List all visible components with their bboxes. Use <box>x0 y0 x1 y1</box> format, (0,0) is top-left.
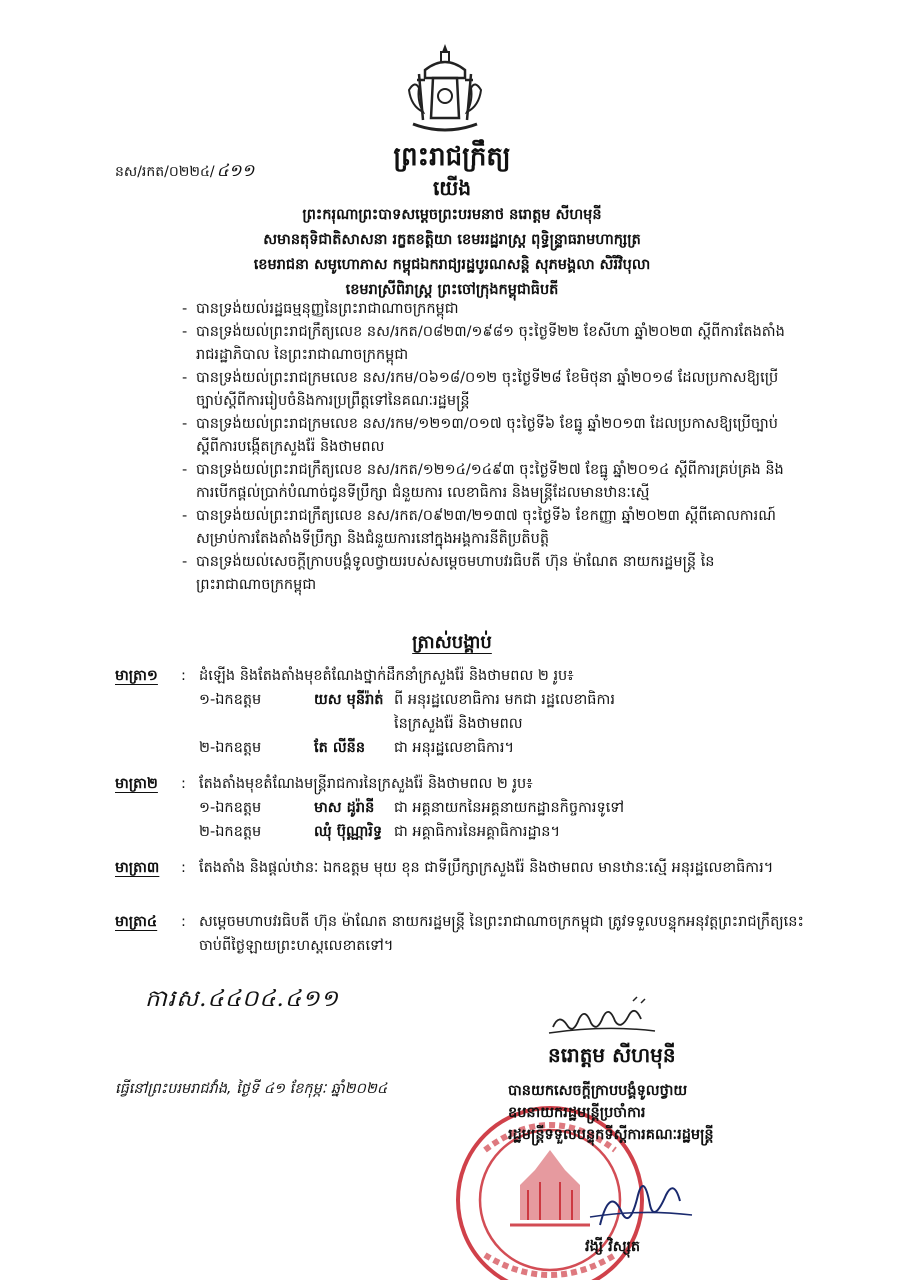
appointee-role: ពី អនុរដ្ឋលេខាធិការ មកជា រដ្ឋលេខាធិការ <box>394 692 615 708</box>
countersign-block <box>508 1080 798 1146</box>
preamble-item: - បានទ្រង់យល់ព្រះរាជក្រមលេខ នស/រកម/១២១៣/០១៧ ចុះថ្ងៃទី៦ ខែធ្នូ ឆ្នាំ២០១៣ ដែលប្រកាសឱ្យប្រើច្បាប់ស្តីពីការបង្កើតក្រសួងរ៉ែ និងថាមពល <box>178 413 788 459</box>
preamble-item: - បានទ្រង់យល់ព្រះរាជក្រមលេខ នស/រកម/០៦១៨/០១២ ចុះថ្ងៃទី២៨ ខែមិថុនា ឆ្នាំ២០១៨ ដែលប្រកាសឱ្យប្រើច្បាប់ស្តីពីការរៀបចំនិងការប្រព្រឹត្តទៅនៃគណៈរដ្ឋមន្ត្រី <box>178 367 788 413</box>
decision-heading: ត្រាស់បង្គាប់ <box>412 632 492 653</box>
appointee-name: ឈុំ ប៊ុណ្ណារិទ្ធ <box>314 824 383 840</box>
preamble-item: - បានទ្រង់យល់សេចក្តីក្រាបបង្គំទូលថ្វាយរបស់សម្តេចមហាបវរធិបតី ហ៊ុន ម៉ាណែត នាយករដ្ឋមន្ត្រី នៃព្រះរាជាណាចក្រកម្ពុជា <box>178 551 788 597</box>
preamble-item: - បានទ្រង់យល់ព្រះរាជក្រឹត្យលេខ នស/រកត/០៨២៣/១៩៨១ ចុះថ្ងៃទី២២ ខែសីហា ឆ្នាំ២០២៣ ស្តីពីការតែងតាំងរាជរដ្ឋាភិបាល នៃព្រះរាជាណាចក្រកម្ពុជា <box>178 321 788 367</box>
we-heading: យើង <box>432 176 472 200</box>
appointee-role: ជា អគ្គាធិការនៃអគ្គាធិការដ្ឋាន។ <box>394 824 561 840</box>
document-title: ព្រះរាជក្រឹត្យ <box>393 142 511 172</box>
preamble-item: - បានទ្រង់យល់រដ្ឋធម្មនុញ្ញនៃព្រះរាជាណាចក្រកម្ពុជា <box>178 298 788 321</box>
article-3: មាត្រា៣ : តែងតាំង និងផ្តល់ឋានៈ ឯកឧត្តម មុយ ខុន ជាទីប្រឹក្សាក្រសួងរ៉ែ និងថាមពល មានឋានៈស្មើ អនុរដ្ឋលេខាធិការ។ <box>115 856 805 880</box>
article-4: មាត្រា៤ : សម្តេចមហាបវរធិបតី ហ៊ុន ម៉ាណែត នាយករដ្ឋមន្ត្រី នៃព្រះរាជាណាចក្រកម្ពុជា ត្រូវទទួលបន្ទុកអនុវត្តព្រះរាជក្រឹត្យនេះ ចាប់ពីថ្ងៃឡាយព្រះហស្តលេខាតទៅ។ <box>115 910 805 958</box>
royal-titles <box>0 203 904 303</box>
article-label: មាត្រា៤ <box>115 914 158 930</box>
article-label: មាត្រា១ <box>115 668 158 684</box>
appointee-rank: ១-ឯកឧត្តម <box>199 692 262 708</box>
royal-title-line: សមានតុទិជាតិសាសនា រក្ខតខត្តិយា ខេមររដ្ឋរាស្ត្រ ពុទ្ធិន្ទ្រាធរាមហាក្សត្រ <box>263 232 641 248</box>
appointee-row <box>199 688 805 736</box>
royal-title-line: ព្រះករុណាព្រះបាទសម្តេចព្រះបរមនាថ នរោត្តម សីហមុនី <box>302 207 602 223</box>
reference-number-handwritten: ៤១១ <box>216 161 255 181</box>
appointee-rank: ២-ឯកឧត្តម <box>199 740 262 756</box>
appointee-rank: ១-ឯកឧត្តម <box>199 800 262 816</box>
countersign-line: បានយកសេចក្តីក្រាបបង្គំទូលថ្វាយ <box>508 1083 688 1099</box>
made-at-date: ធ្វើនៅព្រះបរមរាជវាំង, ថ្ងៃទី ៤១ ខែកុម្ភៈ ឆ្នាំ២០២៤ <box>115 1081 388 1097</box>
royal-title-line: ខេមរាជនា សមូហោភាស កម្ពុជឯករាជ្យរដ្ឋបូរណសន្តិ សុភមង្គលា សិរីវិបុលា <box>253 257 651 273</box>
royal-coat-of-arms-icon <box>395 40 495 140</box>
royal-title-line: ខេមរាស្រីពិរាស្ត្រ ព្រះចៅក្រុងកម្ពុជាធិបតី <box>345 282 559 298</box>
article-text: តែងតាំង និងផ្តល់ឋានៈ ឯកឧត្តម មុយ ខុន ជាទីប្រឹក្សាក្រសួងរ៉ែ និងថាមពល មានឋានៈស្មើ អនុរដ្ឋលេខាធិការ។ <box>199 860 774 876</box>
article-text: តែងតាំងមុខតំណែងមន្ត្រីរាជការនៃក្រសួងរ៉ែ និងថាមពល ២ រូប៖ <box>199 776 533 792</box>
appointee-role: ជា អនុរដ្ឋលេខាធិការ។ <box>394 740 515 756</box>
article-1: មាត្រា១ : ដំឡើង និងតែងតាំងមុខតំណែងថ្នាក់ដឹកនាំក្រសួងរ៉ែ និងថាមពល ២ រូប៖ ១-ឯកឧត្តម យស មុនីរ៉ាត់ ពី អនុរដ្ឋលេខាធិការ មកជា រដ្ឋលេខាធិការ នៃក្រសួងរ៉ែ និងថាមពល ២-ឯកឧត្តម តែ លីនីន ជា អនុរដ្ឋលេខាធិការ។ <box>115 664 805 760</box>
article-text: សម្តេចមហាបវរធិបតី ហ៊ុន ម៉ាណែត នាយករដ្ឋមន្ត្រី នៃព្រះរាជាណាចក្រកម្ពុជា ត្រូវទទួលបន្ទុកអនុវត្តព្រះរាជក្រឹត្យនេះ ចាប់ពីថ្ងៃឡាយព្រះហស្តលេខាតទៅ។ <box>199 914 804 954</box>
preamble-item: - បានទ្រង់យល់ព្រះរាជក្រឹត្យលេខ នស/រកត/១២១៤/១៤៩៣ ចុះថ្ងៃទី២៧ ខែធ្នូ ឆ្នាំ២០១៤ ស្តីពីការគ្រប់គ្រង និងការបើកផ្តល់ប្រាក់បំណាច់ជូនទីប្រឹក្សា ជំនួយការ លេខាធិការ និងមន្ត្រីដែលមានឋានៈស្មើ <box>178 459 788 505</box>
preamble-list <box>178 298 788 597</box>
appointee-role: ជា អគ្គនាយកនៃអគ្គនាយកដ្ឋានកិច្ចការទូទៅ <box>394 800 625 816</box>
signer-name: វង្សី វិស្សុត <box>585 1239 641 1255</box>
appointee-row <box>199 796 805 820</box>
countersign-line: រដ្ឋមន្ត្រីទទួលបន្ទុកទីស្តីការគណៈរដ្ឋមន្ត្រី <box>508 1127 714 1143</box>
countersign-line: ឧបនាយករដ្ឋមន្ត្រីប្រចាំការ <box>508 1105 646 1121</box>
appointee-name: យស មុនីរ៉ាត់ <box>314 692 384 708</box>
article-label: មាត្រា៣ <box>115 860 160 876</box>
handwritten-registration-number: ការស.៤៤០៤.៤១១ <box>145 986 339 1012</box>
article-label: មាត្រា២ <box>115 776 158 792</box>
reference-number-printed: នស/រកត/០២២៤/ <box>115 164 215 180</box>
appointee-rank: ២-ឯកឧត្តម <box>199 824 262 840</box>
appointee-name: តែ លីនីន <box>314 740 366 756</box>
appointee-role-cont: នៃក្រសួងរ៉ែ និងថាមពល <box>394 716 523 732</box>
minister-signature-icon <box>580 1165 700 1235</box>
article-text: ដំឡើង និងតែងតាំងមុខតំណែងថ្នាក់ដឹកនាំក្រសួងរ៉ែ និងថាមពល ២ រូប៖ <box>199 668 574 684</box>
appointee-name: មាស ដូរ៉ានី <box>314 800 375 816</box>
preamble-item: - បានទ្រង់យល់ព្រះរាជក្រឹត្យលេខ នស/រកត/០៩២៣/២១៣៧ ចុះថ្ងៃទី៦ ខែកញ្ញា ឆ្នាំ២០២៣ ស្តីពីគោលការណ៍សម្រាប់ការតែងតាំងទីប្រឹក្សា និងជំនួយការនៅក្នុងអង្គការនីតិប្រតិបត្តិ <box>178 505 788 551</box>
article-2: មាត្រា២ : តែងតាំងមុខតំណែងមន្ត្រីរាជការនៃក្រសួងរ៉ែ និងថាមពល ២ រូប៖ ១-ឯកឧត្តម មាស ដូរ៉ានី ជា អគ្គនាយកនៃអគ្គនាយកដ្ឋានកិច្ចការទូទៅ ២-ឯកឧត្តម ឈុំ ប៊ុណ្ណារិទ្ធ ជា អគ្គាធិការនៃអគ្គាធិការដ្ឋាន។ <box>115 772 805 844</box>
appointee-row <box>199 820 805 844</box>
king-name: នរោត្តម សីហមុនី <box>548 1043 676 1067</box>
royal-signature-icon <box>545 995 665 1040</box>
appointee-row <box>199 736 805 760</box>
